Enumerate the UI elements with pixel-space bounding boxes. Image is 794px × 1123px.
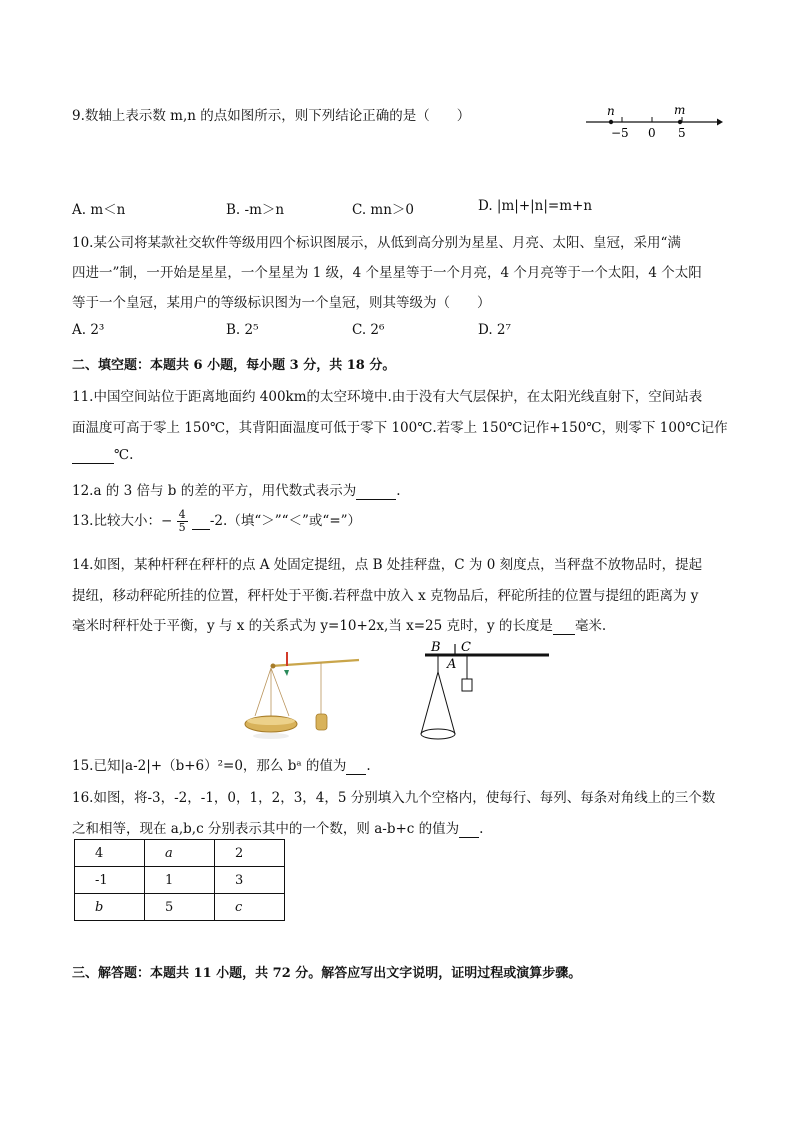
q9-option-b: B. -m＞n — [226, 202, 285, 218]
q15-answer-blank[interactable] — [346, 758, 366, 775]
steelyard-beam — [271, 660, 359, 666]
tick-label-minus5: −5 — [611, 126, 629, 140]
label-a: A — [447, 657, 457, 672]
q16-line-1: 16.如图，将-3，-2，-1，0，1，2，3，4，5 分别填入九个空格内，使每行、每列、每条对角线上的三个数 — [72, 790, 716, 806]
grid-cell: 5 — [145, 894, 215, 921]
label-m: m — [674, 103, 686, 117]
section-2-heading: 二、填空题：本题共 6 小题，每小题 3 分，共 18 分。 — [72, 358, 396, 373]
q10-line-2: 四进一”制，一开始是星星，一个星星为 1 级，4 个星星等于一个月亮，4 个月亮等于一个太阳，4 个太阳 — [72, 265, 702, 281]
q13-numerator: 4 — [178, 508, 186, 521]
q13-text: 13.比较大小：− — [72, 513, 173, 529]
q13-denominator: 5 — [178, 521, 186, 534]
q15-line — [72, 754, 371, 775]
q14-line-2: 提纽，移动秤砣所挂的位置，秤杆处于平衡.若秤盘中放入 x 克物品后，秤砣所挂的位置与提纽的距离为 y — [72, 588, 699, 604]
q10-option-c: C. 2⁶ — [352, 322, 385, 338]
diagram-pan — [421, 729, 455, 739]
tick-label-0: 0 — [648, 126, 656, 140]
q15-text: 15.已知|a-2|+（b+6）²=0，那么 bᵃ 的值为 — [72, 758, 347, 774]
label-c: C — [461, 640, 471, 655]
grid-cell: 3 — [215, 867, 285, 894]
q11-line-3 — [72, 447, 133, 464]
q10-option-d: D. 2⁷ — [478, 322, 511, 338]
q11-tail: ℃. — [114, 447, 134, 463]
q10-option-a: A. 2³ — [72, 322, 105, 338]
steelyard-weight — [316, 714, 327, 730]
label-n: n — [607, 104, 615, 118]
steelyard-photo — [243, 648, 361, 740]
q9-option-c: C. mn＞0 — [352, 202, 415, 218]
number-line-arrow — [717, 119, 723, 126]
q16-tail: . — [479, 821, 484, 837]
q14-line-1: 14.如图，某种杆秤在秤杆的点 A 处固定提纽，点 B 处挂秤盘，C 为 0 刻度点，当秤盘不放物品时，提起 — [72, 557, 703, 573]
q12-answer-blank[interactable] — [356, 483, 396, 500]
q9-option-d: D. |m|+|n|=m+n — [478, 198, 593, 214]
grid-cell: 4 — [75, 840, 145, 867]
grid-row — [75, 867, 285, 894]
grid-cell: 1 — [145, 867, 215, 894]
q14-text: 毫米时秤杆处于平衡，y 与 x 的关系式为 y=10+2x,当 x=25 克时，y 的长度是 — [72, 618, 553, 634]
q13-answer-blank[interactable] — [192, 513, 210, 530]
q10-option-b: B. 2⁵ — [226, 322, 259, 338]
q12-text: 12.a 的 3 倍与 b 的差的平方，用代数式表示为 — [72, 483, 357, 499]
section-3-heading: 三、解答题：本题共 11 小题，共 72 分。解答应写出文字说明，证明过程或演算步骤。 — [72, 966, 582, 981]
q9-option-a: A. m＜n — [72, 202, 126, 218]
tick-label-5: 5 — [678, 126, 686, 140]
q13-fraction — [177, 509, 188, 534]
q15-tail: . — [366, 758, 371, 774]
grid-cell: 2 — [215, 840, 285, 867]
q11-line-2: 面温度可高于零上 150℃，其背阳面温度可低于零下 100℃.若零上 150℃记作+150℃，则零下 100℃记作 — [72, 420, 728, 436]
q9-stem: 9.数轴上表示数 m,n 的点如图所示，则下列结论正确的是（ ） — [72, 108, 471, 124]
q9-number-line — [580, 100, 725, 142]
q14-tail: 毫米. — [574, 618, 607, 634]
grid-row — [75, 894, 285, 921]
q12-tail: . — [396, 483, 401, 499]
label-b: B — [431, 640, 441, 655]
grid-cell: c — [215, 894, 285, 921]
q10-line-1: 10.某公司将某款社交软件等级用四个标识图展示，从低到高分别为星星、月亮、太阳、皇冠，采用“满 — [72, 235, 681, 251]
grid-cell: a — [145, 840, 215, 867]
q11-line-1: 11.中国空间站位于距离地面约 400km的太空环境中.由于没有大气层保护，在太阳光线直射下，空间站表 — [72, 389, 703, 405]
point-n — [609, 120, 613, 124]
q12-line — [72, 479, 401, 500]
q13-line — [72, 509, 361, 534]
grid-cell: -1 — [75, 867, 145, 894]
q16-text: 之和相等，现在 a,b,c 分别表示其中的一个数，则 a-b+c 的值为 — [72, 821, 460, 837]
grid-cell: b — [75, 894, 145, 921]
q10-line-3: 等于一个皇冠，某用户的等级标识图为一个皇冠，则其等级为（ ） — [72, 295, 491, 311]
magic-square-grid — [74, 839, 285, 921]
point-m — [678, 120, 682, 124]
q16-answer-blank[interactable] — [459, 821, 479, 838]
q16-line-2 — [72, 817, 483, 838]
diagram-weight — [462, 679, 472, 691]
q14-steelyard-diagram — [415, 636, 555, 744]
q11-answer-blank[interactable] — [72, 447, 114, 464]
q14-answer-blank[interactable] — [553, 618, 575, 635]
q14-line-3 — [72, 614, 606, 635]
q13-tail: -2.（填“＞”“＜”或“=”） — [209, 513, 362, 529]
grid-row — [75, 840, 285, 867]
